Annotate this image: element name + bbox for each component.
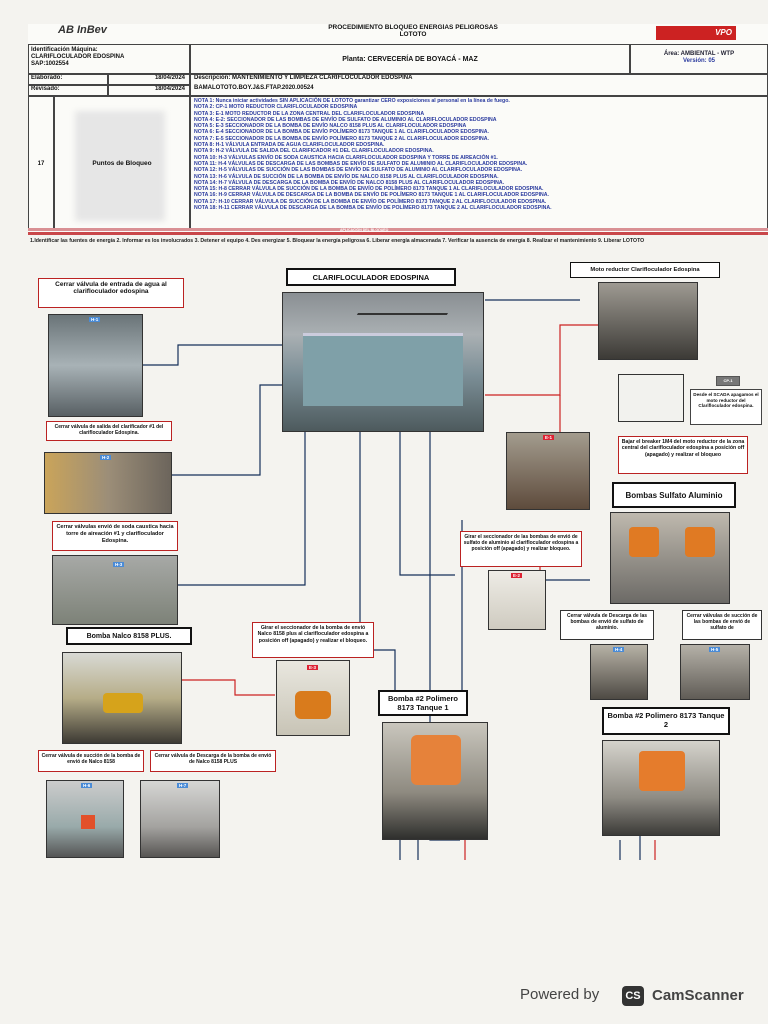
sulfate-pump-2	[685, 527, 715, 557]
switch-knob	[295, 691, 331, 719]
poly1-photo	[382, 722, 488, 840]
tag-h4: H-4	[615, 647, 623, 652]
nalco-discharge-label: Cerrar válvula de Descarga de la bomba de envió de Nalco 8158 PLUS	[150, 750, 276, 772]
e2-photo	[488, 570, 546, 630]
machine-id-label: Identificación Máquina:	[31, 47, 98, 53]
sulfate-pump-1	[629, 527, 659, 557]
doc-subtitle: LOTOTO	[399, 31, 427, 38]
area-text: Área: AMBIENTAL - WTP	[663, 51, 735, 57]
nalco-suction-label: Cerrar válvula de succión de la bomba de envió de Nalco 8158	[38, 750, 144, 772]
tag-h6: H-6	[83, 783, 91, 788]
elaborado-date: 18/04/2024	[108, 74, 190, 85]
note-item: NOTA 8: H-1 VÁLVULA ENTRADA DE AGUA CLARIFLOCULADOR EDOSPINA.	[194, 142, 385, 149]
sulfate-suction-label: Cerrar válvulas de succión de las bombas de envió de sulfato de	[682, 610, 762, 640]
note-item: NOTA 13: H-6 VÁLVULA DE SUCCIÓN DE LA BOMBA DE ENVÍO DE NALCO 8158 PLUS AL CLARIFLOCULADOR EDOSPINA.	[194, 173, 499, 180]
abinbev-logo: AB InBev	[58, 24, 107, 36]
soda-valves-label: Cerrar válvulas envió de soda caustica hacia torre de aireación #1 y clarifloculador Edospina.	[52, 521, 178, 551]
nalco-title: Bomba Nalco 8158 PLUS.	[66, 627, 192, 645]
sulfate-switch-label: Girar el seccionador de las bombas de envió de sulfato de aluminio al clarifloculador edospina a posición off (apagado) y realizar bloqueo.	[460, 531, 582, 567]
revisado-label: Revisado:	[28, 85, 108, 96]
sulfate-discharge-label: Cerrar válvula de Descarga de las bombas de envió de sulfato de aluminio.	[560, 610, 654, 640]
e3-photo	[276, 660, 350, 736]
note-item: NOTA 7: E-5 SECCIONADOR DE LA BOMBA DE ENVÍO POLÍMERO 8173 TANQUE 2 AL CLARIFLOCULADOR EDOSPINA.	[194, 135, 489, 142]
note-item: NOTA 2: CP-1 MOTO REDUCTOR CLARIFLOCULADOR EDOSPINA	[194, 104, 358, 111]
water-inlet-label: Cerrar válvula de entrada de agua al clarifloculador edospina	[38, 278, 184, 308]
sulfate-pumps-photo	[610, 512, 730, 604]
poly2-title: Bomba #2 Polimero 8173 Tanque 2	[602, 707, 730, 735]
note-item: NOTA 14: H-7 VÁLVULA DE DESCARGA DE LA BOMBA DE ENVÍO DE NALCO 8158 PLUS AL CLARIFLOCULADOR EDOSPINA.	[194, 179, 505, 186]
nalco-switch-label: Girar el seccionador de la bomba de envió Nalco 8158 plus al clarifloculador edospina a posición off (apagado) y realizar el bloqueo.	[252, 622, 374, 658]
nalco-pump-body	[103, 693, 143, 713]
outlet-valve-label: Cerrar válvula de salida del clarificador #1 del clarifloculador Edospina.	[46, 421, 172, 441]
note-item: NOTA 10: H-3 VÁLVULAS ENVÍO DE SODA CAUSTICA HACIA CLARIFLOCULADOR EDOSPINA Y TORRE DE AIREACIÓN #1.	[194, 154, 498, 161]
lototo-steps: 1.Identificar las fuentes de energía 2. Informar es los involucrados 3. Detener el equipo 4. Des energizar 5. Bloquear la energía peligrosa 6. Liberar energía almacenada 7. Verificar la ausencia de energía 8. Realizar el mantenimiento 9. Liberar LOTOTO	[30, 238, 645, 244]
scada-note: Desde el SCADA apagamos el moto reductor del Clarifloculador edospina.	[690, 389, 762, 425]
tag-h2: H-2	[102, 455, 110, 460]
camscanner-name: CamScanner	[652, 987, 744, 1004]
row-number: 17	[28, 96, 54, 230]
note-item: NOTA 11: H-4 VÁLVULAS DE DESCARGA DE LAS BOMBAS DE ENVÍO DE SULFATO DE ALUMINIO AL CLARIFLOCULADOR EDOSPINA.	[194, 160, 528, 167]
tag-e2: E-2	[513, 573, 521, 578]
tag-h7: H-7	[179, 783, 187, 788]
center-title: CLARIFLOCULADOR EDOSPINA	[286, 268, 456, 286]
revisado-date: 18/04/2024	[108, 85, 190, 96]
powered-by-text: Powered by	[520, 986, 600, 1003]
e1-photo	[506, 432, 590, 510]
band-label: APLICACIÓN DEL BLOQUEO	[340, 228, 389, 232]
breaker-note: Bajar el breaker 1M4 del moto reductor de la zona central del clarifloculador edospina a posición off (apagado) y realizar el bloqueo	[618, 436, 748, 474]
description-text: Descripción: MANTENIMIENTO Y LIMPIEZA CLARIFLOCULADOR EDOSPINA	[194, 75, 413, 81]
tag-h5: H-5	[711, 647, 719, 652]
h5-photo	[680, 644, 750, 700]
plant-cell: Planta: CERVECERÍA DE BOYACÁ - MAZ	[190, 44, 630, 74]
h2-photo	[44, 452, 172, 514]
note-item: NOTA 6: E-4 SECCIONADOR DE LA BOMBA DE ENVÍO POLÍMERO 8173 TANQUE 1 AL CLARIFLOCULADOR EDOSPINA.	[194, 129, 489, 136]
tag-e3: E-3	[309, 665, 317, 670]
h4-photo	[590, 644, 648, 700]
tag-h1: H-1	[91, 317, 99, 322]
doc-title: PROCEDIMIENTO BLOQUEO ENERGÍAS PELIGROSAS	[328, 24, 498, 31]
motor-title: Moto reductor Clarifloculador Edospina	[570, 262, 720, 278]
note-item: NOTA 17: H-10 CERRAR VÁLVULA DE SUCCIÓN DE LA BOMBA DE ENVÍO DE POLÍMERO 8173 TANQUE 2 AL CLARIFLOCULADOR EDOSPINA.	[194, 198, 547, 205]
procedure-code: BAMALOTOTO.BOY.J&S.FTAP.2020.00524	[194, 85, 314, 91]
valve-handle	[81, 815, 95, 829]
version-text: Versión: 05	[682, 58, 715, 64]
vpo-badge: VPO	[656, 26, 736, 40]
scada-screen	[618, 374, 684, 422]
note-item: NOTA 5: E-3 SECCIONADOR DE LA BOMBA DE ENVÍO NALCO 8158 PLUS AL CLARIFLOCULADOR EDOSPINA	[194, 123, 467, 130]
nalco-pump-photo	[62, 652, 182, 744]
h1-photo	[48, 314, 143, 417]
poly2-pump	[639, 751, 685, 791]
note-item: NOTA 3: E-1 MOTO REDUCTOR DE LA ZONA CENTRAL DEL CLARIFLOCULADOR EDOSPINA	[194, 110, 425, 117]
h3-photo	[52, 555, 178, 625]
motor-photo	[598, 282, 698, 360]
note-item: NOTA 1: Nunca iniciar actividades SIN APLICACIÓN DE LOTOTO garantizar CERO exposiciones al personal en la línea de fuego.	[194, 98, 510, 104]
clarifloculator-photo	[282, 292, 484, 432]
row-label: Puntos de Bloqueo	[92, 160, 152, 167]
note-item: NOTA 15: H-8 CERRAR VÁLVULA DE SUCCIÓN DE LA BOMBA DE ENVÍO DE POLÍMERO 8173 TANQUE 1 AL CLARIFLOCULADOR EDOSPINA.	[194, 186, 544, 193]
poly1-pump	[411, 735, 461, 785]
h6-photo	[46, 780, 124, 858]
note-item: NOTA 12: H-5 VÁLVULAS DE SUCCIÓN DE LAS BOMBAS DE ENVÍO DE SULFATO DE ALUMINIO AL CLARIFLOCULADOR EDOSPINA.	[194, 167, 523, 174]
h7-photo	[140, 780, 220, 858]
note-item: NOTA 18: H-11 CERRAR VÁLVULA DE DESCARGA DE LA BOMBA DE ENVÍO DE POLÍMERO 8173 TANQUE 2 AL CLARIFLOCULADOR EDOSPINA.	[194, 205, 552, 212]
note-item: NOTA 4: E-2: SECCIONADOR DE LAS BOMBAS DE ENVÍO DE SULFATO DE ALUMINIO AL CLARIFLOCULADOR EDOSPINA	[194, 116, 497, 123]
poly1-title: Bomba #2 Polimero 8173 Tanque 1	[378, 690, 468, 716]
note-item: NOTA 9: H-2 VÁLVULA DE SALIDA DEL CLARIFICADOR #1 DEL CLARIFLOCULADOR EDOSPINA.	[194, 148, 434, 155]
machine-name: CLARIFLOCULADOR EDOSPINA	[31, 54, 125, 60]
tag-h3: H-3	[115, 562, 123, 567]
sap-code: SAP:1002554	[31, 61, 69, 67]
note-item: NOTA 16: H-9 CERRAR VÁLVULA DE DESCARGA DE LA BOMBA DE ENVÍO DE POLÍMERO 8173 TANQUE 1 AL CLARIFLOCULADOR EDOSPINA.	[194, 192, 549, 199]
poly2-photo	[602, 740, 720, 836]
cp1-tag: CP-1	[716, 376, 740, 386]
elaborado-label: Elaborado:	[28, 74, 108, 85]
tag-e1: E-1	[545, 435, 553, 440]
sulfate-title: Bombas Sulfato Aluminio	[612, 482, 736, 508]
camscanner-icon: CS	[622, 986, 644, 1006]
